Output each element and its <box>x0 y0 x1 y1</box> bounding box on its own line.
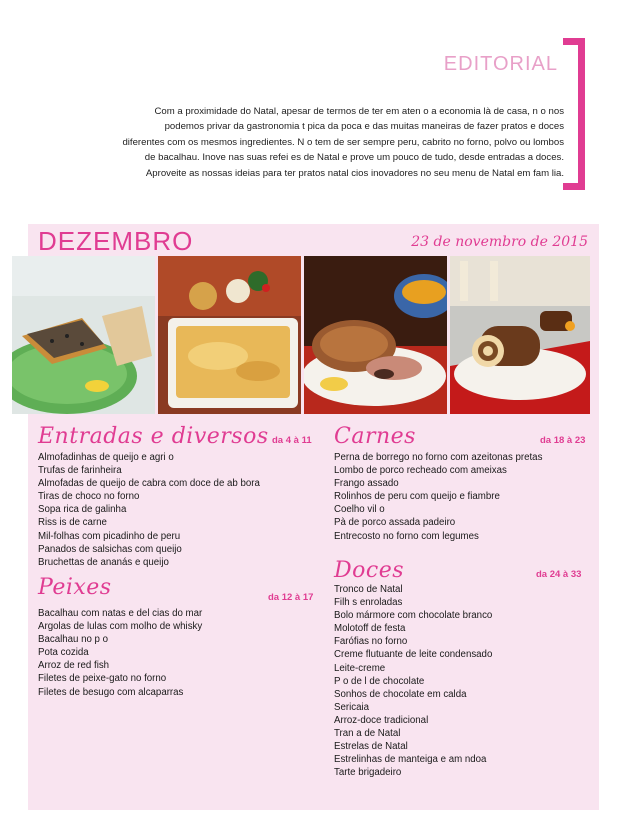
list-item: Tarte brigadeiro <box>334 767 402 779</box>
list-item: P o de l de chocolate <box>334 675 425 687</box>
list-item: Leite-creme <box>334 662 386 674</box>
category-list-entradas <box>38 451 260 569</box>
list-item: Creme flutuante de leite condensado <box>334 649 493 661</box>
category-list-doces <box>334 583 492 779</box>
food-photo-yule-log <box>450 256 590 414</box>
category-range-peixes: da 12 à 17 <box>268 592 314 603</box>
category-range-doces: da 24 à 33 <box>536 569 582 580</box>
list-item: Coelho vil o <box>334 504 385 516</box>
list-item: Entrecosto no forno com legumes <box>334 530 479 542</box>
category-range-carnes: da 18 à 23 <box>540 435 586 446</box>
list-item: Molotoff de festa <box>334 623 406 635</box>
category-title-carnes: Carnes <box>334 424 416 449</box>
category-title-doces: Doces <box>334 558 405 583</box>
intro-line: Com a proximidade do Natal, apesar de termos de ter em aten o a economia là de casa, n o nos <box>154 106 564 117</box>
list-item: Sopa rica de galinha <box>38 504 127 516</box>
editorial-bracket <box>563 38 585 190</box>
list-item: Bacalhau com natas e del cias do mar <box>38 608 203 619</box>
editorial-intro <box>30 104 564 181</box>
food-photo-gratin <box>158 256 301 414</box>
list-item: Arroz-doce tradicional <box>334 714 429 726</box>
intro-line: podemos privar da gastronomia t pica da poca e das muitas maneiras de fazer pratos e doces <box>164 121 564 133</box>
list-item: Almofadas de queijo de cabra com doce de ab bora <box>38 478 260 490</box>
list-item: Panados de salsichas com queijo <box>38 543 182 555</box>
list-item: Frango assado <box>334 478 399 490</box>
month-heading: DEZEMBRO <box>38 226 194 256</box>
list-item: Pota cozida <box>38 647 89 659</box>
list-item: Rolinhos de peru com queijo e fiambre <box>334 491 500 503</box>
list-item: Filetes de besugo com alcaparras <box>38 686 184 698</box>
list-item: Riss is de carne <box>38 517 107 529</box>
intro-line: de bacalhau. Inove nas suas refei es de Natal e prove um pouco de tudo, desde entradas a doces. <box>144 152 564 164</box>
list-item: Perna de borrego no forno com azeitonas pretas <box>334 452 543 463</box>
category-list-carnes <box>334 451 542 543</box>
intro-line: Aproveite as nossas ideias para ter pratos natal cios inovadores no seu menu de Natal em fam lia. <box>145 167 564 179</box>
list-item: Farófias no forno <box>334 636 408 648</box>
list-item: Mil-folhas com picadinho de peru <box>38 530 181 542</box>
category-title-entradas: Entradas e diversos <box>38 424 269 449</box>
issue-date: 23 de novembro de 2015 <box>411 234 588 250</box>
list-item: Tronco de Natal <box>334 584 403 595</box>
category-list-peixes <box>38 607 202 699</box>
list-item: Argolas de lulas com molho de whisky <box>38 621 203 633</box>
category-range-entradas: da 4 à 11 <box>272 435 312 446</box>
list-item: Almofadinhas de queijo e agri o <box>38 452 174 463</box>
list-item: Lombo de porco recheado com ameixas <box>334 465 507 477</box>
food-photo-roast <box>304 256 447 414</box>
list-item: Tiras de choco no forno <box>38 491 140 503</box>
food-photo-pastry <box>12 256 155 414</box>
list-item: Sonhos de chocolate em calda <box>334 688 467 700</box>
list-item: Bolo mármore com chocolate branco <box>334 610 493 622</box>
list-item: Estrelas de Natal <box>334 741 408 753</box>
list-item: Filetes de peixe-gato no forno <box>38 673 167 685</box>
list-item: Trufas de farinheira <box>38 465 122 477</box>
list-item: Estrelinhas de manteiga e am ndoa <box>334 754 487 766</box>
list-item: Bacalhau no p o <box>38 634 109 646</box>
list-item: Tran a de Natal <box>334 728 401 740</box>
list-item: Pà de porco assada padeiro <box>334 517 456 529</box>
category-title-peixes: Peixes <box>38 575 112 600</box>
intro-line: diferentes com os mesmos ingredientes. N o tem de ser sempre peru, cabrito no forno, polvo ou lombos <box>122 136 564 148</box>
editorial-title: EDITORIAL <box>443 53 558 75</box>
list-item: Bruchettas de ananás e queijo <box>38 556 169 568</box>
list-item: Sericaia <box>334 701 369 713</box>
list-item: Filh s enroladas <box>334 597 403 609</box>
list-item: Arroz de red fish <box>38 660 110 672</box>
